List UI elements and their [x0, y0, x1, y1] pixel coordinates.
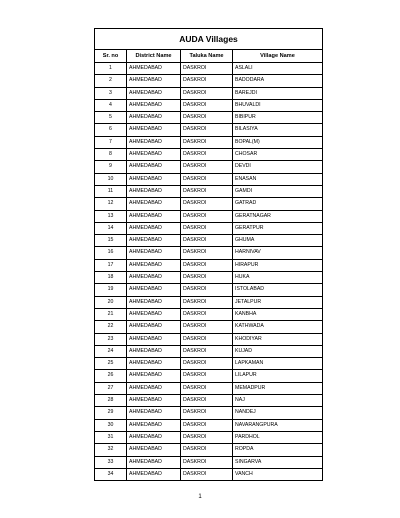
cell-village: MEMADPUR	[233, 382, 323, 394]
cell-district: AHMEDABAD	[127, 235, 181, 247]
cell-district: AHMEDABAD	[127, 444, 181, 456]
cell-taluka: DASKROI	[181, 63, 233, 75]
cell-sr-no: 7	[95, 136, 127, 148]
table-row	[95, 173, 323, 185]
table-row	[95, 259, 323, 271]
cell-village: HARNIVAV	[233, 247, 323, 259]
table-row	[95, 87, 323, 99]
cell-district: AHMEDABAD	[127, 370, 181, 382]
table-row	[95, 222, 323, 234]
cell-village: NAVARANGPURA	[233, 419, 323, 431]
cell-taluka: DASKROI	[181, 321, 233, 333]
table-row	[95, 444, 323, 456]
cell-village: PARDHOL	[233, 431, 323, 443]
cell-sr-no: 33	[95, 456, 127, 468]
cell-village: BIBIPUR	[233, 112, 323, 124]
cell-district: AHMEDABAD	[127, 419, 181, 431]
table-row	[95, 321, 323, 333]
table-row	[95, 247, 323, 259]
cell-sr-no: 12	[95, 198, 127, 210]
cell-village: ISTOLABAD	[233, 284, 323, 296]
table-row	[95, 333, 323, 345]
cell-taluka: DASKROI	[181, 75, 233, 87]
cell-district: AHMEDABAD	[127, 87, 181, 99]
villages-sheet	[94, 28, 323, 481]
cell-taluka: DASKROI	[181, 161, 233, 173]
cell-district: AHMEDABAD	[127, 431, 181, 443]
cell-district: AHMEDABAD	[127, 259, 181, 271]
col-header-district: District Name	[127, 50, 181, 63]
cell-sr-no: 26	[95, 370, 127, 382]
cell-village: NANDEJ	[233, 407, 323, 419]
cell-sr-no: 23	[95, 333, 127, 345]
cell-taluka: DASKROI	[181, 99, 233, 111]
cell-village: BOPAL(M)	[233, 136, 323, 148]
cell-district: AHMEDABAD	[127, 345, 181, 357]
table-row	[95, 272, 323, 284]
cell-sr-no: 5	[95, 112, 127, 124]
cell-district: AHMEDABAD	[127, 382, 181, 394]
cell-district: AHMEDABAD	[127, 358, 181, 370]
cell-taluka: DASKROI	[181, 419, 233, 431]
table-row	[95, 296, 323, 308]
table-row	[95, 161, 323, 173]
table-row	[95, 456, 323, 468]
cell-taluka: DASKROI	[181, 382, 233, 394]
col-header-taluka: Taluka Name	[181, 50, 233, 63]
cell-taluka: DASKROI	[181, 296, 233, 308]
cell-taluka: DASKROI	[181, 358, 233, 370]
cell-village: JETALPUR	[233, 296, 323, 308]
cell-sr-no: 34	[95, 468, 127, 480]
cell-village: GERATPUR	[233, 222, 323, 234]
cell-village: LAPKAMAN	[233, 358, 323, 370]
cell-sr-no: 32	[95, 444, 127, 456]
cell-taluka: DASKROI	[181, 185, 233, 197]
cell-sr-no: 31	[95, 431, 127, 443]
cell-sr-no: 3	[95, 87, 127, 99]
cell-district: AHMEDABAD	[127, 468, 181, 480]
cell-district: AHMEDABAD	[127, 63, 181, 75]
cell-sr-no: 8	[95, 149, 127, 161]
cell-taluka: DASKROI	[181, 124, 233, 136]
table-row	[95, 419, 323, 431]
table-row	[95, 235, 323, 247]
cell-sr-no: 11	[95, 185, 127, 197]
cell-village: HIRAPUR	[233, 259, 323, 271]
cell-village: BILASIYA	[233, 124, 323, 136]
cell-taluka: DASKROI	[181, 222, 233, 234]
cell-district: AHMEDABAD	[127, 456, 181, 468]
cell-district: AHMEDABAD	[127, 185, 181, 197]
villages-table	[94, 49, 323, 481]
cell-sr-no: 22	[95, 321, 127, 333]
cell-sr-no: 1	[95, 63, 127, 75]
cell-village: BHUVALDI	[233, 99, 323, 111]
cell-district: AHMEDABAD	[127, 222, 181, 234]
table-row	[95, 210, 323, 222]
cell-village: KHODIYAR	[233, 333, 323, 345]
cell-sr-no: 2	[95, 75, 127, 87]
cell-taluka: DASKROI	[181, 173, 233, 185]
table-row	[95, 185, 323, 197]
table-row	[95, 124, 323, 136]
cell-taluka: DASKROI	[181, 149, 233, 161]
cell-village: GAMDI	[233, 185, 323, 197]
header-row	[95, 50, 323, 63]
col-header-sr-no: Sr. no	[95, 50, 127, 63]
cell-sr-no: 19	[95, 284, 127, 296]
cell-taluka: DASKROI	[181, 308, 233, 320]
cell-district: AHMEDABAD	[127, 308, 181, 320]
cell-district: AHMEDABAD	[127, 333, 181, 345]
table-row	[95, 63, 323, 75]
table-row	[95, 136, 323, 148]
cell-taluka: DASKROI	[181, 395, 233, 407]
table-row	[95, 75, 323, 87]
cell-village: KANBHA	[233, 308, 323, 320]
cell-district: AHMEDABAD	[127, 124, 181, 136]
cell-sr-no: 21	[95, 308, 127, 320]
table-row	[95, 407, 323, 419]
cell-sr-no: 17	[95, 259, 127, 271]
table-row	[95, 431, 323, 443]
cell-village: LILAPUR	[233, 370, 323, 382]
cell-sr-no: 30	[95, 419, 127, 431]
cell-village: HUKA	[233, 272, 323, 284]
cell-sr-no: 16	[95, 247, 127, 259]
table-row	[95, 112, 323, 124]
cell-taluka: DASKROI	[181, 87, 233, 99]
cell-sr-no: 10	[95, 173, 127, 185]
cell-district: AHMEDABAD	[127, 99, 181, 111]
cell-village: KUJAD	[233, 345, 323, 357]
table-row	[95, 370, 323, 382]
col-header-village: Village Name	[233, 50, 323, 63]
cell-district: AHMEDABAD	[127, 112, 181, 124]
cell-sr-no: 27	[95, 382, 127, 394]
cell-taluka: DASKROI	[181, 370, 233, 382]
cell-district: AHMEDABAD	[127, 395, 181, 407]
cell-taluka: DASKROI	[181, 198, 233, 210]
cell-taluka: DASKROI	[181, 444, 233, 456]
table-row	[95, 308, 323, 320]
cell-village: SINGARVA	[233, 456, 323, 468]
cell-sr-no: 14	[95, 222, 127, 234]
cell-sr-no: 29	[95, 407, 127, 419]
cell-taluka: DASKROI	[181, 431, 233, 443]
cell-sr-no: 25	[95, 358, 127, 370]
cell-district: AHMEDABAD	[127, 407, 181, 419]
cell-village: CHOSAR	[233, 149, 323, 161]
cell-taluka: DASKROI	[181, 456, 233, 468]
cell-district: AHMEDABAD	[127, 272, 181, 284]
cell-sr-no: 9	[95, 161, 127, 173]
cell-village: ENASAN	[233, 173, 323, 185]
cell-taluka: DASKROI	[181, 210, 233, 222]
cell-district: AHMEDABAD	[127, 198, 181, 210]
cell-sr-no: 6	[95, 124, 127, 136]
cell-district: AHMEDABAD	[127, 161, 181, 173]
cell-sr-no: 18	[95, 272, 127, 284]
cell-village: ASLALI	[233, 63, 323, 75]
cell-district: AHMEDABAD	[127, 75, 181, 87]
cell-village: GHUMA	[233, 235, 323, 247]
cell-taluka: DASKROI	[181, 333, 233, 345]
cell-district: AHMEDABAD	[127, 284, 181, 296]
cell-sr-no: 15	[95, 235, 127, 247]
table-row	[95, 358, 323, 370]
table-row	[95, 382, 323, 394]
cell-village: BADODARA	[233, 75, 323, 87]
cell-taluka: DASKROI	[181, 136, 233, 148]
cell-district: AHMEDABAD	[127, 149, 181, 161]
cell-taluka: DASKROI	[181, 284, 233, 296]
cell-village: KATHWADA	[233, 321, 323, 333]
cell-sr-no: 13	[95, 210, 127, 222]
cell-taluka: DASKROI	[181, 407, 233, 419]
table-row	[95, 99, 323, 111]
cell-district: AHMEDABAD	[127, 210, 181, 222]
cell-taluka: DASKROI	[181, 259, 233, 271]
cell-taluka: DASKROI	[181, 247, 233, 259]
table-row	[95, 395, 323, 407]
table-row	[95, 284, 323, 296]
cell-taluka: DASKROI	[181, 345, 233, 357]
cell-village: NAJ	[233, 395, 323, 407]
cell-taluka: DASKROI	[181, 468, 233, 480]
table-row	[95, 149, 323, 161]
cell-taluka: DASKROI	[181, 112, 233, 124]
cell-taluka: DASKROI	[181, 272, 233, 284]
table-title: AUDA Villages	[94, 28, 323, 49]
cell-district: AHMEDABAD	[127, 247, 181, 259]
table-row	[95, 345, 323, 357]
cell-district: AHMEDABAD	[127, 296, 181, 308]
cell-district: AHMEDABAD	[127, 136, 181, 148]
table-row	[95, 198, 323, 210]
cell-sr-no: 28	[95, 395, 127, 407]
cell-taluka: DASKROI	[181, 235, 233, 247]
cell-village: GATRAD	[233, 198, 323, 210]
cell-district: AHMEDABAD	[127, 321, 181, 333]
table-body	[95, 63, 323, 481]
cell-district: AHMEDABAD	[127, 173, 181, 185]
cell-village: BAREJDI	[233, 87, 323, 99]
cell-sr-no: 20	[95, 296, 127, 308]
table-row	[95, 468, 323, 480]
cell-village: GERATNAGAR	[233, 210, 323, 222]
cell-village: VANCH	[233, 468, 323, 480]
cell-sr-no: 4	[95, 99, 127, 111]
page-number: 1	[198, 494, 202, 500]
cell-village: DEVDI	[233, 161, 323, 173]
cell-village: ROPDA	[233, 444, 323, 456]
cell-sr-no: 24	[95, 345, 127, 357]
